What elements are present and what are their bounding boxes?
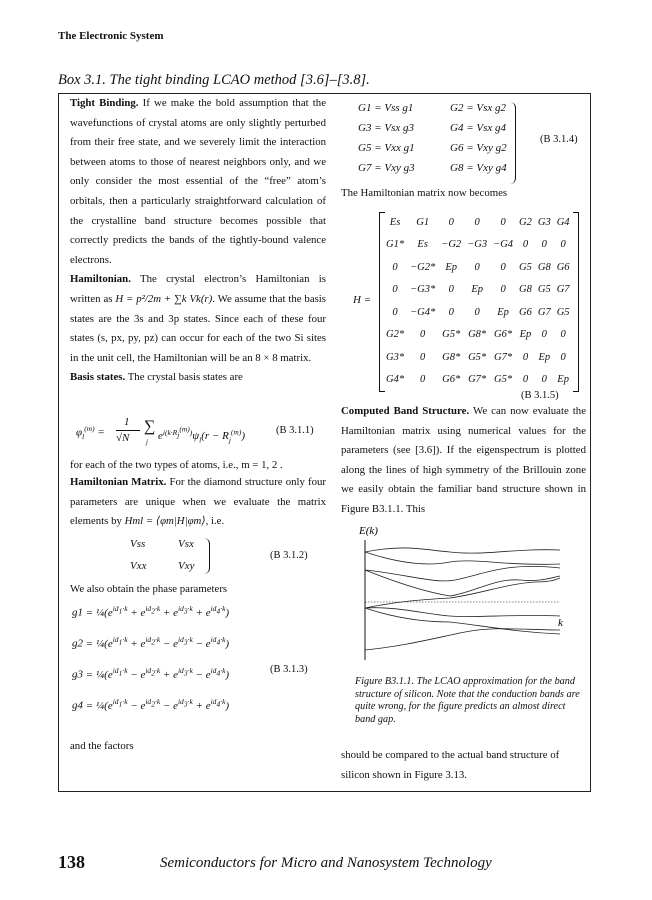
matrix-cell: G8 — [519, 284, 532, 296]
phase-equation: $g3 = \frac{1}{4}(e^{id_1\cdot k} - e^{id_2\cdot k} + e^{id_3\cdot k} - e^{id_4\cdot k})$ — [72, 666, 230, 681]
matrix-cell: 0 — [392, 284, 398, 296]
hamiltonian-para — [70, 270, 326, 368]
hamiltonian-matrix-formula: Hml = ⟨φm|H|φm⟩ — [124, 515, 206, 528]
equation-b313 — [72, 604, 332, 734]
matrix-cell: 0 — [474, 261, 480, 273]
phase-equation: $g4 = \frac{1}{4}(e^{id_1\cdot k} - e^{id_2\cdot k} - e^{id_3\cdot k} + e^{id_4\cdot k})$ — [72, 697, 230, 712]
g-definition: G3 = Vsx g3 — [358, 122, 414, 134]
g-definition: G4 = Vsx g4 — [450, 122, 506, 134]
matrix-cell: G6* — [442, 374, 461, 386]
matrix-row — [383, 369, 573, 392]
g-definition: G2 = Vsx g2 — [450, 102, 506, 114]
matrix-cell: G1 — [416, 216, 430, 228]
matrix-cell: G8 — [537, 261, 551, 273]
left-column — [70, 94, 326, 388]
basis-heading: Basis states. — [70, 371, 126, 384]
band-curve — [365, 608, 560, 617]
hamiltonian-matrix-para: Hamiltonian Matrix. For the diamond structure only four parameters are unique when we evaluate the matrix elements by Hml = ⟨φm|H|φm⟩, i.e. — [70, 476, 327, 528]
matrix-cell: 0 — [500, 261, 506, 273]
matrix-cell: G5 — [519, 261, 532, 273]
matrix-cell: −G3 — [467, 239, 488, 251]
h-label: H = — [353, 294, 372, 306]
matrix-cell: 0 — [420, 329, 426, 341]
computed-band-text: We can now evaluate the Hamiltonian matrix using numerical values for the parameters (see [3.6]). If the eigenspectrum is plotted along the lines of high symmetry of the Brillouin zone we easily obtain the familiar band structure shown in Figure B3.1.1. This — [341, 405, 586, 515]
hamiltonian-matrix — [383, 211, 573, 391]
matrix-cell: G5 — [556, 306, 570, 318]
band-curve — [365, 566, 560, 581]
matrix-row — [383, 324, 573, 347]
matrix-row — [383, 279, 573, 302]
vxy-symbol: Vxy — [178, 560, 195, 572]
equation-b313-number: (B 3.1.3) — [270, 664, 308, 675]
matrix-cell: G7 — [537, 306, 551, 318]
matrix-cell: G5* — [468, 351, 487, 363]
matrix-cell: 0 — [522, 374, 529, 386]
basis-para — [70, 368, 326, 388]
phase-text: We also obtain the phase parameters — [70, 583, 228, 595]
factors-text: and the factors — [70, 740, 134, 752]
matrix-cell: 0 — [474, 216, 480, 228]
figure-y-label: E(k) — [359, 525, 378, 537]
matrix-cell: 0 — [541, 374, 547, 386]
band-structure-figure — [355, 522, 580, 667]
matrix-cell: Ep — [538, 351, 551, 363]
equation-b315 — [341, 210, 586, 400]
matrix-cell: 0 — [392, 261, 398, 273]
g-definition: G8 = Vxy g4 — [450, 162, 507, 174]
matrix-cell: 0 — [541, 239, 547, 251]
matrix-cell: G3 — [537, 216, 551, 228]
matrix-cell: 0 — [560, 239, 566, 251]
matrix-cell: 0 — [522, 239, 529, 251]
box-title: Box 3.1. The tight binding LCAO method [3.6]–[3.8]. — [58, 72, 370, 88]
figure-x-label: k — [558, 617, 563, 629]
phase-label: g2 — [72, 637, 83, 650]
g-definition: G6 = Vxy g2 — [450, 142, 507, 154]
matrix-cell: G7* — [494, 351, 513, 363]
matrix-cell: G2* — [386, 329, 405, 341]
tight-binding-para — [70, 94, 326, 270]
matrix-cell: 0 — [474, 306, 480, 318]
matrix-cell: G7* — [468, 374, 487, 386]
hamiltonian-matrix-heading: Hamiltonian Matrix. — [70, 476, 167, 488]
matrix-cell: 0 — [541, 329, 547, 341]
phase-label: g4 — [72, 699, 83, 712]
matrix-cell: 0 — [500, 284, 506, 296]
tight-binding-heading: Tight Binding. — [70, 97, 139, 109]
g-definition: G5 = Vxx g1 — [358, 142, 415, 154]
figure-caption: Figure B3.1.1. The LCAO approximation for the band structure of silicon. Note that the conduction bands are quite wrong, for the figure predicts an almost direct band gap. — [355, 676, 580, 725]
computed-band-para — [341, 402, 586, 520]
matrix-cell: −G4 — [493, 239, 514, 251]
vss-symbol: Vss — [130, 538, 146, 550]
band-curves — [365, 548, 560, 650]
closing-para: should be compared to the actual band structure of silicon shown in Figure 3.13. — [341, 749, 560, 781]
matrix-cell: 0 — [560, 329, 566, 341]
matrix-cell: −G2 — [441, 239, 462, 251]
equation-b311-number: (B 3.1.1) — [276, 425, 314, 436]
matrix-cell: 0 — [448, 284, 454, 296]
matrix-cell: Ep — [519, 329, 532, 341]
matrix-cell: G6 — [519, 306, 532, 318]
book-title: Semiconductors for Micro and Nanosystem Technology — [160, 855, 492, 871]
matrix-cell: G2 — [519, 216, 532, 228]
matrix-cell: G7 — [556, 284, 570, 296]
matrix-cell: G6* — [494, 329, 513, 341]
matrix-cell: Ep — [445, 261, 458, 273]
band-curve — [365, 548, 560, 553]
for-each-line: for each of the two types of atoms, i.e., m = 1, 2 . — [70, 459, 283, 471]
matrix-cell: 0 — [420, 351, 426, 363]
matrix-cell: Es — [389, 216, 401, 228]
matrix-row — [383, 211, 573, 234]
vxx-symbol: Vxx — [130, 560, 147, 572]
matrix-cell: G3* — [386, 351, 405, 363]
matrix-cell: G8* — [442, 351, 461, 363]
matrix-cell: −G2* — [410, 261, 436, 273]
phase-equation: $g1 = \frac{1}{4}(e^{id_1\cdot k} + e^{id_2\cdot k} + e^{id_3\cdot k} + e^{id_4\cdot k})$ — [72, 604, 230, 619]
hamiltonian-formula: H = p²/2m + ∑k Vk(r) — [115, 292, 213, 305]
matrix-cell: G5 — [537, 284, 551, 296]
matrix-cell: Ep — [497, 306, 509, 318]
matrix-cell: G5* — [442, 329, 461, 341]
matrix-cell: −G3* — [410, 284, 436, 296]
tight-binding-text: If we make the bold assumption that the wavefunctions of crystal atoms are only slightly perturbed from their free state, and we severely limit the interaction between atoms to those of nearest neighbors only, and we only consider the most essential of the “free” atom’s orbitals, then a particularly straightforward calculation of the crystalline band structure becomes possible that correctly predicts the bands of the tightly-bound valence electrons. — [70, 97, 326, 266]
matrix-cell: 0 — [392, 306, 398, 318]
matrix-cell: 0 — [560, 351, 566, 363]
matrix-cell: G5* — [494, 374, 513, 386]
matrix-cell: 0 — [420, 374, 426, 386]
matrix-cell: G1* — [386, 239, 405, 251]
hamiltonian-matrix-text: For the diamond structure only four parameters are unique when we evaluate the matrix elements by — [70, 476, 327, 528]
equation-b314 — [358, 100, 588, 190]
matrix-cell: 0 — [500, 216, 506, 228]
matrix-cell: G8* — [468, 329, 487, 341]
phase-label: g3 — [72, 668, 83, 681]
band-curve — [365, 552, 560, 564]
hamiltonian-now-text: The Hamiltonian matrix now becomes — [341, 187, 508, 199]
hamiltonian-heading: Hamiltonian. — [70, 273, 131, 286]
matrix-cell: 0 — [522, 351, 529, 363]
band-curve — [365, 608, 560, 634]
running-head: The Electronic System — [58, 30, 164, 42]
matrix-cell: G6 — [556, 261, 570, 273]
matrix-cell: Ep — [471, 284, 483, 296]
equation-b312-number: (B 3.1.2) — [270, 550, 308, 561]
matrix-cell: G4* — [386, 374, 405, 386]
matrix-cell: 0 — [448, 306, 454, 318]
matrix-cell: −G4* — [410, 306, 436, 318]
phase-equation: $g2 = \frac{1}{4}(e^{id_1\cdot k} + e^{id_2\cdot k} - e^{id_3\cdot k} - e^{id_4\cdot k})$ — [72, 635, 230, 650]
basis-text: The crystal basis states are — [127, 371, 243, 384]
equation-b314-number: (B 3.1.4) — [540, 134, 578, 145]
matrix-row — [383, 346, 573, 369]
g-definition: G1 = Vss g1 — [358, 102, 414, 114]
equation-b312 — [130, 538, 330, 578]
hamiltonian-text-2: . We assume that the basis states are the 3s and 3p states. Since each of these four states (s, px, py, pz) can occur for each of the two Si sites in the unit cell, the Hamiltonian will be an 8 × 8 matrix. — [70, 292, 327, 364]
phase-label: g1 — [72, 606, 83, 619]
matrix-row — [383, 301, 573, 324]
g-definition: G7 = Vxy g3 — [358, 162, 415, 174]
matrix-row — [383, 256, 573, 279]
matrix-cell: G4 — [556, 216, 570, 228]
page-number: 138 — [58, 852, 85, 872]
matrix-cell: Ep — [557, 374, 569, 386]
equation-b311: $\varphi_l^{(m)}$ = 1 √N ∑ j $e^{i(k\cdot R_j^{(m)})}\psi_l(r - R_j^{(m)})$ (B 3.1.1) — [76, 416, 314, 446]
matrix-cell: 0 — [448, 216, 454, 228]
vsx-symbol: Vsx — [178, 538, 194, 550]
computed-band-heading: Computed Band Structure. — [341, 405, 470, 417]
matrix-cell: Es — [417, 239, 428, 251]
equation-b315-number: (B 3.1.5) — [521, 390, 559, 401]
hamiltonian-text-1: The crystal electron’s Hamiltonian is written as — [70, 273, 326, 305]
matrix-row — [383, 234, 573, 257]
